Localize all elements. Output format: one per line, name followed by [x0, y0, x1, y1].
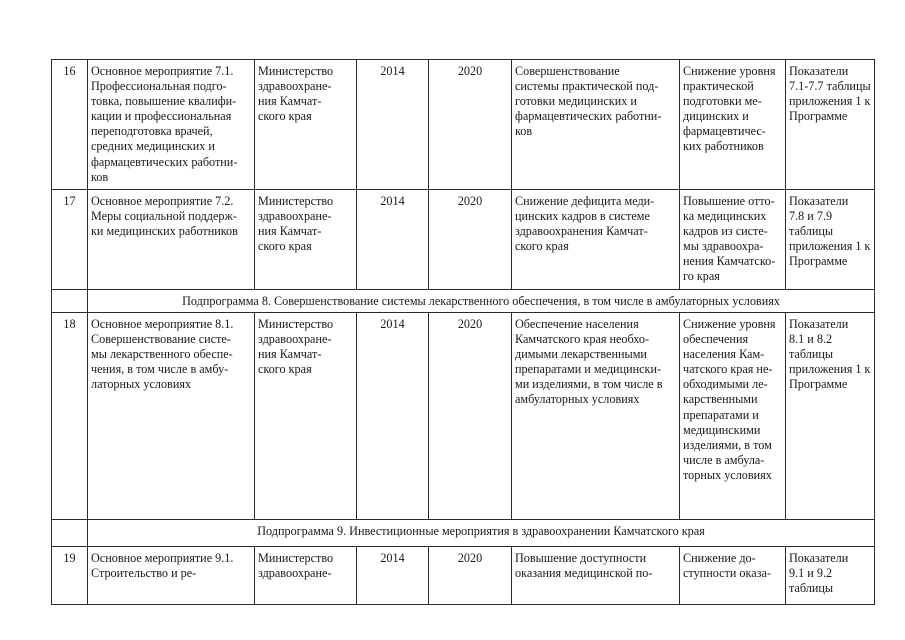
- subprogram-row: [52, 290, 875, 313]
- executor-cell: [255, 547, 357, 605]
- subprogram-row: [52, 520, 875, 547]
- consequence-cell: [680, 190, 786, 290]
- consequence-text: Снижение уровня обеспечения населения Кам- чатского края не- обходимыми ле- карственными препаратами и медицинскими изделиями, в том числе в амбула- торных условиях: [683, 317, 776, 482]
- table-row: [52, 60, 875, 190]
- result-text: Снижение дефицита меди- цинских кадров в системе здравоохранения Камчат- ского края: [515, 194, 655, 254]
- row-number: 18: [52, 313, 88, 520]
- indicators-text: Показатели 9.1 и 9.2 таблицы: [789, 551, 849, 596]
- measure-text: Основное мероприятие 8.1. Совершенствование систе- мы лекарственного обеспе- чения, в том числе в амбу- латорных условиях: [91, 317, 234, 392]
- consequence-cell: [680, 313, 786, 520]
- result-text: Обеспечение населения Камчатского края необхо- димыми лекарственными препаратами и медицински- ми изделиями, в том числе в амбулаторных условиях: [515, 317, 663, 407]
- result-text: Совершенствование системы практической под- готовки медицинских и фармацевтических работни- ков: [515, 64, 662, 139]
- result-cell: [512, 313, 680, 520]
- subprogram-8-title: Подпрограмма 8. Совершенствование системы лекарственного обеспечения, в том числе в амбулаторных условиях: [88, 290, 875, 313]
- consequence-cell: [680, 60, 786, 190]
- row-number: 19: [52, 547, 88, 605]
- executor-text: Министерство здравоохране- ния Камчат- ского края: [258, 194, 334, 254]
- indicators-text: Показатели 8.1 и 8.2 таблицы приложения 1 к Программе: [789, 317, 871, 392]
- consequence-text: Снижение до- ступности оказа-: [683, 551, 771, 581]
- end-year: 2020: [429, 60, 512, 190]
- indicators-cell: [786, 313, 875, 520]
- empty-number-cell: [52, 290, 88, 313]
- executor-text: Министерство здравоохране-: [258, 551, 334, 581]
- consequence-cell: [680, 547, 786, 605]
- empty-number-cell: [52, 520, 88, 547]
- indicators-cell: [786, 547, 875, 605]
- measure-text: Основное мероприятие 9.1. Строительство и ре-: [91, 551, 234, 581]
- start-year: 2014: [357, 313, 429, 520]
- executor-cell: [255, 60, 357, 190]
- start-year: 2014: [357, 547, 429, 605]
- table-row: [52, 190, 875, 290]
- end-year: 2020: [429, 190, 512, 290]
- result-cell: [512, 190, 680, 290]
- measure-text: Основное мероприятие 7.1. Профессиональная подго- товка, повышение квалифи- кации и профессиональная переподготовка врачей, средних медицинских и фармацевтических работни- ков: [91, 64, 238, 184]
- indicators-cell: [786, 190, 875, 290]
- measure-cell: [88, 313, 255, 520]
- executor-cell: [255, 190, 357, 290]
- result-text: Повышение доступности оказания медицинской по-: [515, 551, 653, 581]
- start-year: 2014: [357, 190, 429, 290]
- table-row: [52, 313, 875, 520]
- row-number: 16: [52, 60, 88, 190]
- executor-text: Министерство здравоохране- ния Камчат- ского края: [258, 64, 334, 124]
- executor-text: Министерство здравоохране- ния Камчат- ского края: [258, 317, 334, 377]
- measure-cell: [88, 547, 255, 605]
- indicators-text: Показатели 7.8 и 7.9 таблицы приложения 1 к Программе: [789, 194, 871, 269]
- measures-table: [51, 59, 875, 605]
- end-year: 2020: [429, 313, 512, 520]
- start-year: 2014: [357, 60, 429, 190]
- consequence-text: Снижение уровня практической подготовки ме- дицинских и фармацевтичес- ких работников: [683, 64, 776, 154]
- executor-cell: [255, 313, 357, 520]
- measure-cell: [88, 60, 255, 190]
- consequence-text: Повышение отто- ка медицинских кадров из систе- мы здравоохра- нения Камчатско- го края: [683, 194, 776, 284]
- indicators-cell: [786, 60, 875, 190]
- result-cell: [512, 60, 680, 190]
- end-year: 2020: [429, 547, 512, 605]
- measure-cell: [88, 190, 255, 290]
- measure-text: Основное мероприятие 7.2. Меры социальной поддерж- ки медицинских работников: [91, 194, 238, 239]
- table-row: [52, 547, 875, 605]
- result-cell: [512, 547, 680, 605]
- indicators-text: Показатели 7.1-7.7 таблицы приложения 1 к Программе: [789, 64, 871, 124]
- subprogram-9-title: Подпрограмма 9. Инвестиционные мероприятия в здравоохранении Камчатского края: [88, 520, 875, 547]
- row-number: 17: [52, 190, 88, 290]
